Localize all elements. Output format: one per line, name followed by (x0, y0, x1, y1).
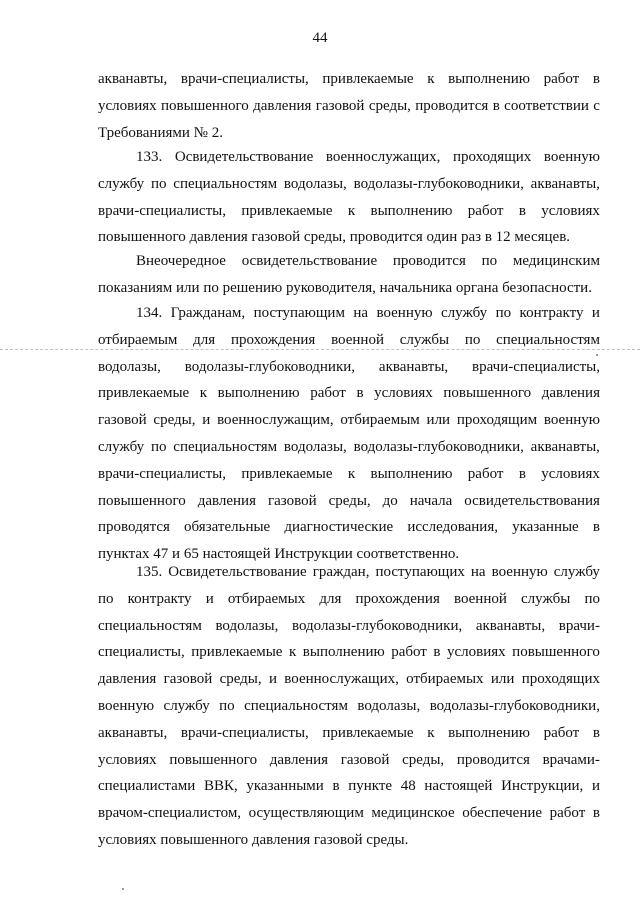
text-line: врачом-специалистом, осуществляющим медицинское обеспечение работ в (98, 805, 600, 822)
paragraph-135 (98, 559, 600, 854)
text-line: пунктах 47 и 65 настоящей Инструкции соответственно. (98, 546, 460, 563)
text-line: повышенного давления газовой среды, до начала освидетельствования (98, 492, 600, 509)
text-line: давления газовой среды, и военнослужащих, отбираемых или проходящих (98, 671, 600, 688)
text-line: условиях повышенного давления газовой среды, проводится в соответствии с (98, 97, 600, 114)
text-line: отбираемым для прохождения военной службы по специальностям (98, 331, 600, 348)
text-line: Внеочередное освидетельствование проводится по медицинским (136, 253, 600, 269)
text-line: врачи-специалисты, привлекаемые к выполнению работ в условиях (98, 202, 600, 219)
text-line: условиях повышенного давления газовой среды. (98, 831, 409, 848)
text-line: военную службу по специальностям водолазы, водолазы-глубоководники, (98, 697, 600, 714)
text-line: 133. Освидетельствование военнослужащих, проходящих военную (136, 149, 600, 165)
text-line: 134. Гражданам, поступающим на военную службу по контракту и (136, 305, 600, 321)
text-line: акванавты, врачи-специалисты, привлекаемые к выполнению работ в (98, 71, 600, 87)
text-line: повышенного давления газовой среды, проводится один раз в 12 месяцев. (98, 229, 571, 246)
text-line: службу по специальностям водолазы, водолазы-глубоководники, акванавты, (98, 175, 600, 192)
page-number: 44 (312, 30, 328, 46)
paragraph-continuation (98, 66, 600, 146)
text-line: показаниям или по решению руководителя, начальника органа безопасности. (98, 279, 592, 296)
text-line: привлекаемые к выполнению работ в условиях повышенного давления (98, 385, 600, 402)
text-line: специальностям водолазы, водолазы-глубоководники, акванавты, врачи- (98, 617, 600, 634)
paragraph-134 (98, 300, 600, 568)
text-line: Требованиями № 2. (98, 124, 223, 141)
scan-artifact-dot (122, 888, 124, 890)
paragraph-133-extraordinary (98, 248, 600, 302)
paragraph-133 (98, 144, 600, 251)
text-line: по контракту и отбираемых для прохождения военной службы по (98, 590, 600, 607)
text-line: 135. Освидетельствование граждан, поступающих на военную службу (136, 564, 600, 580)
text-line: акванавты, врачи-специалисты, привлекаемые к выполнению работ в (98, 724, 600, 741)
text-line: службу по специальностям водолазы, водолазы-глубоководники, акванавты, (98, 438, 600, 455)
text-line: газовой среды, и военнослужащим, отбираемым или проходящим военную (98, 412, 600, 429)
text-line: условиях повышенного давления газовой среды, проводится врачами- (98, 751, 600, 768)
text-line: проводятся обязательные диагностические исследования, указанные в (98, 519, 600, 536)
text-line: специалисты, привлекаемые к выполнению работ в условиях повышенного (98, 644, 600, 661)
text-line: специалистами ВВК, указанными в пункте 48 настоящей Инструкции, и (98, 778, 600, 795)
text-line: водолазы, водолазы-глубоководники, акванавты, врачи-специалисты, (98, 358, 600, 375)
text-line: врачи-специалисты, привлекаемые к выполнению работ в условиях (98, 465, 600, 482)
